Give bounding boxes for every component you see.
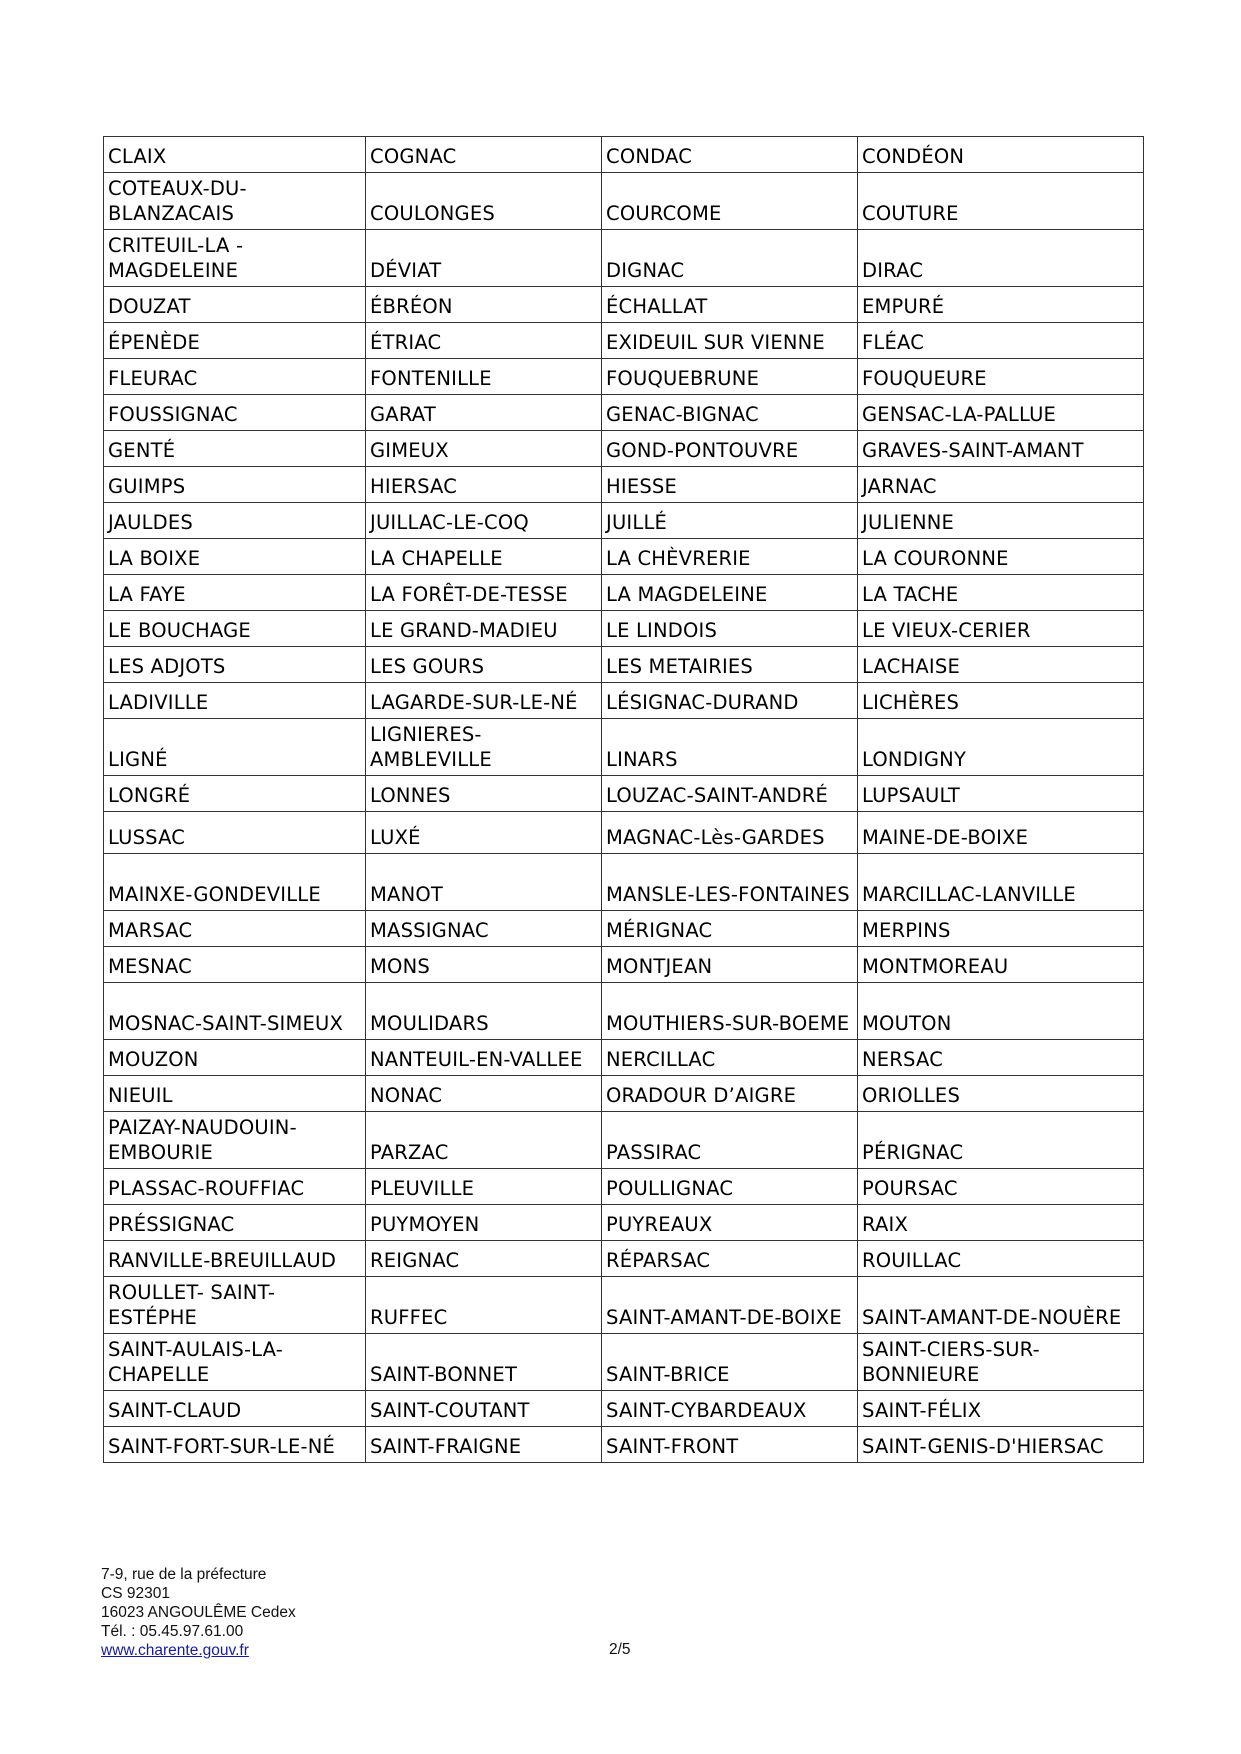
table-cell: MONTJEAN bbox=[602, 947, 858, 983]
table-cell: SAINT-FORT-SUR-LE-NÉ bbox=[104, 1427, 366, 1463]
table-cell: LADIVILLE bbox=[104, 683, 366, 719]
table-cell: RÉPARSAC bbox=[602, 1241, 858, 1277]
table-cell: CONDÉON bbox=[858, 137, 1144, 173]
table-cell: MOUTON bbox=[858, 983, 1144, 1040]
table-cell: LIGNÉ bbox=[104, 719, 366, 776]
table-cell: LES ADJOTS bbox=[104, 647, 366, 683]
table-cell: SAINT-FRONT bbox=[602, 1427, 858, 1463]
table-cell: LA BOIXE bbox=[104, 539, 366, 575]
table-cell: EXIDEUIL SUR VIENNE bbox=[602, 323, 858, 359]
table-cell: PLASSAC-ROUFFIAC bbox=[104, 1169, 366, 1205]
table-cell: FOUSSIGNAC bbox=[104, 395, 366, 431]
table-cell: SAINT-COUTANT bbox=[366, 1391, 602, 1427]
table-row bbox=[104, 812, 1144, 854]
table-cell: LA COURONNE bbox=[858, 539, 1144, 575]
table-cell: GOND-PONTOUVRE bbox=[602, 431, 858, 467]
table-cell: SAINT-GENIS-D'HIERSAC bbox=[858, 1427, 1144, 1463]
table-cell: ÉBRÉON bbox=[366, 287, 602, 323]
table-row bbox=[104, 230, 1144, 287]
table-cell: PARZAC bbox=[366, 1112, 602, 1169]
table-cell: MESNAC bbox=[104, 947, 366, 983]
table-row bbox=[104, 719, 1144, 776]
footer-address bbox=[101, 1565, 296, 1660]
table-cell: LINARS bbox=[602, 719, 858, 776]
table-row bbox=[104, 575, 1144, 611]
table-cell: PAIZAY-NAUDOUIN-EMBOURIE bbox=[104, 1112, 366, 1169]
table-cell: ÉPENÈDE bbox=[104, 323, 366, 359]
table-cell: DÉVIAT bbox=[366, 230, 602, 287]
table-row bbox=[104, 776, 1144, 812]
table-row bbox=[104, 983, 1144, 1040]
table-cell: RANVILLE-BREUILLAUD bbox=[104, 1241, 366, 1277]
footer-website-link[interactable]: www.charente.gouv.fr bbox=[101, 1642, 249, 1659]
table-cell: FLÉAC bbox=[858, 323, 1144, 359]
table-cell: MAINXE-GONDEVILLE bbox=[104, 854, 366, 911]
table-cell: FLEURAC bbox=[104, 359, 366, 395]
table-cell: PLEUVILLE bbox=[366, 1169, 602, 1205]
table-cell: MARCILLAC-LANVILLE bbox=[858, 854, 1144, 911]
table-cell: ROUILLAC bbox=[858, 1241, 1144, 1277]
table-cell: FONTENILLE bbox=[366, 359, 602, 395]
table-cell: LAGARDE-SUR-LE-NÉ bbox=[366, 683, 602, 719]
footer-address-line1: 7-9, rue de la préfecture bbox=[101, 1566, 267, 1583]
table-row bbox=[104, 503, 1144, 539]
table-cell: RAIX bbox=[858, 1205, 1144, 1241]
table-cell: MAINE-DE-BOIXE bbox=[858, 812, 1144, 854]
table-cell: SAINT-FÉLIX bbox=[858, 1391, 1144, 1427]
communes-table-body bbox=[104, 137, 1144, 1463]
table-cell: SAINT-CLAUD bbox=[104, 1391, 366, 1427]
table-cell: LICHÈRES bbox=[858, 683, 1144, 719]
table-cell: PUYMOYEN bbox=[366, 1205, 602, 1241]
table-cell: SAINT-AMANT-DE-BOIXE bbox=[602, 1277, 858, 1334]
table-cell: POULLIGNAC bbox=[602, 1169, 858, 1205]
table-cell: LA MAGDELEINE bbox=[602, 575, 858, 611]
footer-address-line3: 16023 ANGOULÊME Cedex bbox=[101, 1604, 296, 1621]
table-cell: MOUTHIERS-SUR-BOEME bbox=[602, 983, 858, 1040]
table-cell: COTEAUX-DU-BLANZACAIS bbox=[104, 173, 366, 230]
table-row bbox=[104, 359, 1144, 395]
table-row bbox=[104, 1169, 1144, 1205]
table-cell: MAGNAC-Lès-GARDES bbox=[602, 812, 858, 854]
table-cell: DIRAC bbox=[858, 230, 1144, 287]
table-row bbox=[104, 467, 1144, 503]
communes-table bbox=[103, 136, 1144, 1463]
table-cell: SAINT-CYBARDEAUX bbox=[602, 1391, 858, 1427]
table-cell: HIERSAC bbox=[366, 467, 602, 503]
table-cell: LA FAYE bbox=[104, 575, 366, 611]
table-cell: GENSAC-LA-PALLUE bbox=[858, 395, 1144, 431]
table-cell: LOUZAC-SAINT-ANDRÉ bbox=[602, 776, 858, 812]
table-cell: GIMEUX bbox=[366, 431, 602, 467]
table-cell: MARSAC bbox=[104, 911, 366, 947]
table-cell: NERSAC bbox=[858, 1040, 1144, 1076]
table-cell: SAINT-BRICE bbox=[602, 1334, 858, 1391]
table-row bbox=[104, 683, 1144, 719]
table-cell: LIGNIERES-AMBLEVILLE bbox=[366, 719, 602, 776]
table-cell: GARAT bbox=[366, 395, 602, 431]
table-row bbox=[104, 1427, 1144, 1463]
table-row bbox=[104, 539, 1144, 575]
table-row bbox=[104, 611, 1144, 647]
page-number: 2/5 bbox=[609, 1641, 631, 1658]
table-cell: GRAVES-SAINT-AMANT bbox=[858, 431, 1144, 467]
table-cell: JAULDES bbox=[104, 503, 366, 539]
table-row bbox=[104, 1040, 1144, 1076]
table-cell: LUPSAULT bbox=[858, 776, 1144, 812]
table-cell: MONS bbox=[366, 947, 602, 983]
table-cell: MOUZON bbox=[104, 1040, 366, 1076]
table-cell: HIESSE bbox=[602, 467, 858, 503]
table-row bbox=[104, 173, 1144, 230]
table-cell: MANSLE-LES-FONTAINES bbox=[602, 854, 858, 911]
table-row bbox=[104, 947, 1144, 983]
table-cell: LA FORÊT-DE-TESSE bbox=[366, 575, 602, 611]
table-cell: SAINT-AULAIS-LA-CHAPELLE bbox=[104, 1334, 366, 1391]
table-row bbox=[104, 647, 1144, 683]
table-cell: NERCILLAC bbox=[602, 1040, 858, 1076]
table-row bbox=[104, 1391, 1144, 1427]
table-cell: LES METAIRIES bbox=[602, 647, 858, 683]
table-cell: MASSIGNAC bbox=[366, 911, 602, 947]
table-cell: MANOT bbox=[366, 854, 602, 911]
table-cell: LA CHAPELLE bbox=[366, 539, 602, 575]
table-cell: LE VIEUX-CERIER bbox=[858, 611, 1144, 647]
table-cell: MOULIDARS bbox=[366, 983, 602, 1040]
table-cell: LE LINDOIS bbox=[602, 611, 858, 647]
table-cell: GUIMPS bbox=[104, 467, 366, 503]
table-cell: ÉTRIAC bbox=[366, 323, 602, 359]
table-cell: ÉCHALLAT bbox=[602, 287, 858, 323]
table-cell: MONTMOREAU bbox=[858, 947, 1144, 983]
table-cell: FOUQUEURE bbox=[858, 359, 1144, 395]
table-cell: REIGNAC bbox=[366, 1241, 602, 1277]
table-row bbox=[104, 431, 1144, 467]
table-cell: LE BOUCHAGE bbox=[104, 611, 366, 647]
table-cell: PUYREAUX bbox=[602, 1205, 858, 1241]
table-cell: LONGRÉ bbox=[104, 776, 366, 812]
table-cell: CONDAC bbox=[602, 137, 858, 173]
table-cell: COGNAC bbox=[366, 137, 602, 173]
table-cell: COUTURE bbox=[858, 173, 1144, 230]
table-row bbox=[104, 1205, 1144, 1241]
table-cell: MOSNAC-SAINT-SIMEUX bbox=[104, 983, 366, 1040]
table-row bbox=[104, 395, 1144, 431]
table-row bbox=[104, 1112, 1144, 1169]
table-cell: LA CHÈVRERIE bbox=[602, 539, 858, 575]
table-cell: LONDIGNY bbox=[858, 719, 1144, 776]
table-cell: LUXÉ bbox=[366, 812, 602, 854]
table-row bbox=[104, 1277, 1144, 1334]
table-row bbox=[104, 1241, 1144, 1277]
table-cell: SAINT-CIERS-SUR-BONNIEURE bbox=[858, 1334, 1144, 1391]
table-cell: GENAC-BIGNAC bbox=[602, 395, 858, 431]
table-cell: LES GOURS bbox=[366, 647, 602, 683]
table-cell: SAINT-BONNET bbox=[366, 1334, 602, 1391]
table-cell: LACHAISE bbox=[858, 647, 1144, 683]
table-cell: PÉRIGNAC bbox=[858, 1112, 1144, 1169]
table-cell: GENTÉ bbox=[104, 431, 366, 467]
table-cell: LE GRAND-MADIEU bbox=[366, 611, 602, 647]
table-row bbox=[104, 911, 1144, 947]
table-cell: POURSAC bbox=[858, 1169, 1144, 1205]
table-cell: DOUZAT bbox=[104, 287, 366, 323]
table-cell: MÉRIGNAC bbox=[602, 911, 858, 947]
table-cell: PRÉSSIGNAC bbox=[104, 1205, 366, 1241]
table-cell: PASSIRAC bbox=[602, 1112, 858, 1169]
table-cell: LA TACHE bbox=[858, 575, 1144, 611]
table-cell: SAINT-AMANT-DE-NOUÈRE bbox=[858, 1277, 1144, 1334]
table-cell: ORIOLLES bbox=[858, 1076, 1144, 1112]
table-cell: CLAIX bbox=[104, 137, 366, 173]
table-cell: NIEUIL bbox=[104, 1076, 366, 1112]
table-cell: RUFFEC bbox=[366, 1277, 602, 1334]
table-row bbox=[104, 287, 1144, 323]
table-cell: MERPINS bbox=[858, 911, 1144, 947]
table-cell: JARNAC bbox=[858, 467, 1144, 503]
table-cell: ROULLET- SAINT-ESTÉPHE bbox=[104, 1277, 366, 1334]
table-cell: LONNES bbox=[366, 776, 602, 812]
table-row bbox=[104, 1076, 1144, 1112]
table-row bbox=[104, 854, 1144, 911]
table-cell: FOUQUEBRUNE bbox=[602, 359, 858, 395]
table-cell: COURCOME bbox=[602, 173, 858, 230]
table-row bbox=[104, 1334, 1144, 1391]
footer-address-line2: CS 92301 bbox=[101, 1585, 170, 1602]
footer-phone: Tél. : 05.45.97.61.00 bbox=[101, 1623, 244, 1640]
table-cell: DIGNAC bbox=[602, 230, 858, 287]
table-cell: JUILLAC-LE-COQ bbox=[366, 503, 602, 539]
table-cell: LUSSAC bbox=[104, 812, 366, 854]
table-cell: CRITEUIL-LA -MAGDELEINE bbox=[104, 230, 366, 287]
table-row bbox=[104, 137, 1144, 173]
table-cell: JULIENNE bbox=[858, 503, 1144, 539]
table-row bbox=[104, 323, 1144, 359]
table-cell: NANTEUIL-EN-VALLEE bbox=[366, 1040, 602, 1076]
table-cell: EMPURÉ bbox=[858, 287, 1144, 323]
table-cell: NONAC bbox=[366, 1076, 602, 1112]
table-cell: JUILLÉ bbox=[602, 503, 858, 539]
table-cell: COULONGES bbox=[366, 173, 602, 230]
table-cell: ORADOUR D’AIGRE bbox=[602, 1076, 858, 1112]
table-cell: SAINT-FRAIGNE bbox=[366, 1427, 602, 1463]
table-cell: LÉSIGNAC-DURAND bbox=[602, 683, 858, 719]
